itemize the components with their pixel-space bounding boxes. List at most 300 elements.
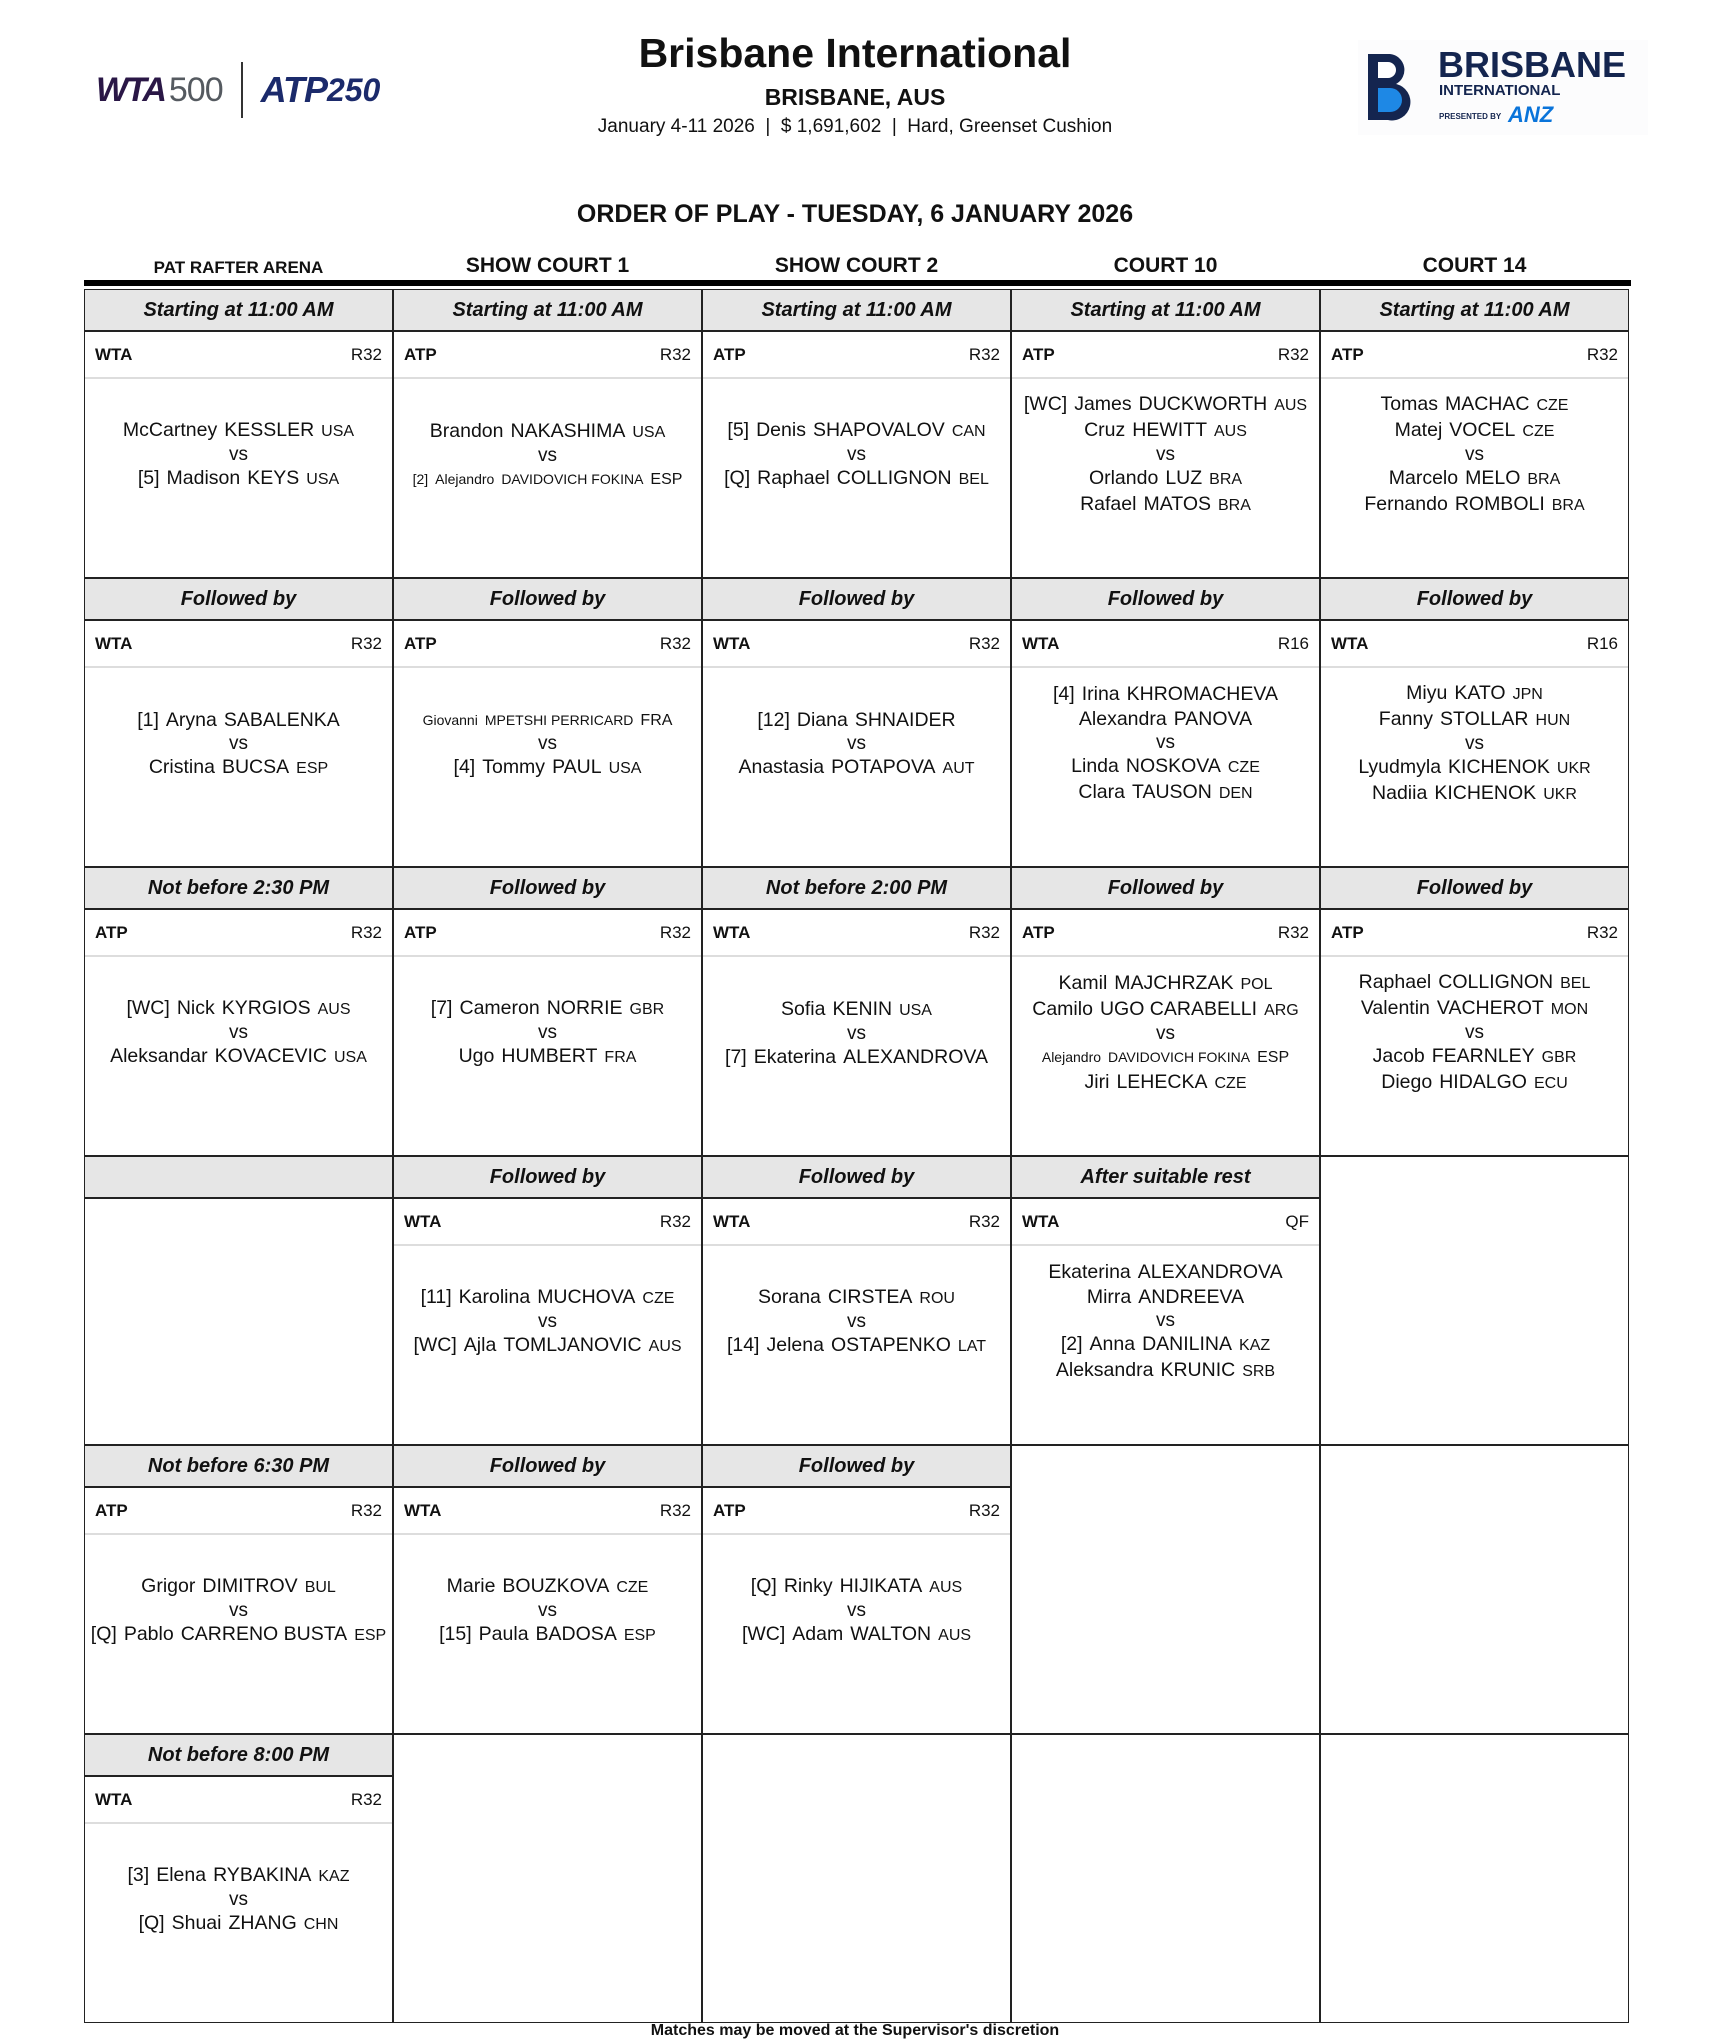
player-last-name: POTAPOVA [831, 755, 936, 778]
player-country: ESP [1257, 1048, 1290, 1066]
slot-time-header: Not before 8:00 PM [85, 1735, 392, 1777]
player-country: USA [899, 1001, 932, 1019]
player-country: USA [321, 423, 355, 440]
player-first-name: Raphael [1358, 971, 1432, 993]
player-name [459, 1044, 637, 1070]
round-label: R32 [968, 1500, 1000, 1520]
player-seed: [7] [430, 997, 453, 1019]
match-info-row [1321, 910, 1628, 957]
player-name [123, 418, 354, 444]
match-info-row [1012, 910, 1319, 957]
brisbane-wordmark: BRISBANE [1438, 44, 1627, 85]
player-first-name: Diana [796, 708, 848, 731]
player-seed: [Q] [750, 1575, 777, 1597]
vs-label: vs [847, 444, 866, 465]
tour-label: WTA [713, 633, 751, 653]
match-players [703, 957, 1010, 1153]
slot-time-header: After suitable rest [1012, 1157, 1319, 1199]
player-name [139, 1911, 339, 1937]
match-info-row [394, 621, 701, 668]
player-first-name: Jelena [766, 1334, 824, 1356]
player-last-name: STOLLAR [1440, 708, 1529, 730]
court-heading: SHOW COURT 2 [774, 254, 939, 277]
match-players [703, 1246, 1010, 1442]
slot-time-header: Followed by [703, 579, 1010, 621]
player-first-name: Diego [1381, 1071, 1433, 1093]
player-seed: [5] [727, 419, 750, 441]
match-players [703, 379, 1010, 575]
player-first-name: Cameron [459, 997, 540, 1019]
player-last-name: NORRIE [546, 997, 623, 1019]
match-players [1012, 379, 1319, 575]
player-last-name: ALEXANDROVA [1137, 1261, 1283, 1283]
player-country: KAZ [318, 1868, 350, 1885]
player-first-name: Karolina [458, 1286, 531, 1308]
slot-time-header: Followed by [394, 1446, 701, 1488]
vs-label: vs [229, 1889, 248, 1910]
match-players [85, 1535, 392, 1731]
tour-label: WTA [95, 633, 133, 653]
player-first-name: Ekaterina [1048, 1261, 1131, 1283]
tournament-title: Brisbane International [638, 30, 1072, 76]
tour-label: WTA [1022, 1211, 1060, 1231]
match-info-row [1012, 621, 1319, 668]
slot-time-header: Followed by [703, 1157, 1010, 1199]
player-first-name: Fernando [1364, 493, 1448, 515]
match-slot [393, 1156, 702, 1445]
player-country: BRA [1218, 497, 1251, 514]
match-slot [84, 289, 393, 578]
match-slot [1320, 578, 1629, 867]
slot-time-header: Not before 2:00 PM [703, 868, 1010, 910]
tour-label: WTA [1022, 633, 1060, 653]
round-label: R32 [350, 1789, 382, 1809]
player-first-name: Paula [478, 1623, 529, 1645]
player-country: BRA [1209, 471, 1243, 488]
match-slot [1011, 289, 1320, 578]
player-name [1395, 418, 1555, 444]
player-first-name: Nick [176, 997, 215, 1019]
vs-label: vs [229, 1022, 248, 1043]
player-name [724, 466, 989, 492]
match-slot [84, 1734, 393, 2023]
match-players [85, 957, 392, 1153]
slot-time-header: Starting at 11:00 AM [394, 290, 701, 332]
vs-label: vs [1156, 1310, 1175, 1331]
player-name [738, 755, 974, 781]
match-players [703, 668, 1010, 864]
player-name [1358, 755, 1590, 781]
player-last-name: UGO CARABELLI [1099, 997, 1258, 1020]
round-label: QF [1285, 1211, 1309, 1231]
player-first-name: Madison [166, 467, 241, 489]
match-slot [84, 1445, 393, 1734]
match-info-row [394, 1199, 701, 1246]
player-name [1379, 707, 1570, 733]
player-name [742, 1622, 971, 1648]
player-first-name: Denis [756, 419, 806, 441]
player-last-name: MUCHOVA [537, 1286, 636, 1308]
player-first-name: Alexandra [1078, 708, 1167, 730]
player-name [454, 755, 642, 781]
player-last-name: MATOS [1143, 493, 1211, 515]
player-country: AUS [648, 1338, 682, 1355]
player-last-name: KHROMACHEVA [1126, 683, 1278, 705]
player-country: POL [1240, 975, 1273, 993]
player-name [447, 1574, 649, 1600]
order-of-play-title: ORDER OF PLAY - TUESDAY, 6 JANUARY 2026 [576, 200, 1134, 228]
player-last-name: ANDREEVA [1138, 1286, 1245, 1308]
vs-label: vs [229, 444, 248, 465]
player-seed: [2] [412, 470, 429, 487]
player-first-name: Alejandro [435, 470, 495, 487]
player-seed: [WC] [741, 1623, 786, 1645]
player-name [1406, 681, 1543, 707]
player-name [781, 997, 932, 1023]
player-first-name: Rinky [783, 1575, 833, 1597]
player-first-name: Clara [1078, 781, 1125, 803]
vs-label: vs [1156, 444, 1175, 465]
tour-label: WTA [95, 344, 133, 364]
player-seed: [5] [137, 467, 160, 489]
match-slot [1320, 867, 1629, 1156]
vs-label: vs [538, 1311, 557, 1332]
tour-label: ATP [1331, 922, 1364, 942]
player-last-name: WALTON [850, 1623, 932, 1645]
player-name [1359, 970, 1591, 996]
player-name [413, 1333, 681, 1359]
player-seed: [WC] [126, 997, 170, 1019]
player-country: ESP [354, 1627, 387, 1644]
round-label: R32 [350, 922, 382, 942]
player-country: AUS [1214, 423, 1247, 440]
round-label: R32 [1277, 922, 1309, 942]
player-name [149, 755, 328, 781]
match-slot [702, 289, 1011, 578]
player-last-name: DIMITROV [202, 1575, 298, 1597]
player-name [1085, 1070, 1247, 1096]
player-last-name: NAKASHIMA [510, 419, 626, 442]
player-name [430, 419, 666, 445]
match-info-row [85, 1488, 392, 1535]
player-first-name: Marie [446, 1575, 496, 1597]
player-seed: [Q] [90, 1623, 117, 1645]
player-last-name: HIJIKATA [839, 1575, 923, 1597]
match-players [1012, 957, 1319, 1153]
tour-label: ATP [404, 922, 437, 942]
player-country: FRA [640, 711, 673, 729]
player-seed: [3] [127, 1864, 150, 1886]
match-slot [702, 867, 1011, 1156]
player-country: BEL [958, 471, 989, 488]
tour-label: ATP [1022, 922, 1055, 942]
player-country: AUS [317, 1001, 351, 1018]
tour-label: WTA [404, 1500, 442, 1520]
player-country: CZE [1214, 1074, 1247, 1092]
player-last-name: CIRSTEA [827, 1286, 913, 1308]
player-name [751, 1574, 962, 1600]
atp-logo: ATP [260, 69, 327, 110]
player-last-name: COLLIGNON [1438, 971, 1554, 993]
player-name [1087, 1285, 1244, 1310]
vs-label: vs [538, 732, 557, 754]
match-slot [393, 867, 702, 1156]
player-country: UKR [1543, 786, 1577, 803]
player-name [1053, 682, 1278, 707]
player-last-name: ZHANG [228, 1912, 297, 1934]
player-name [1024, 392, 1307, 418]
wta-logo: WTA [96, 70, 165, 109]
player-last-name: KESSLER [224, 419, 315, 441]
player-seed: [Q] [138, 1912, 165, 1934]
player-last-name: LUZ [1165, 467, 1203, 489]
player-first-name: Elena [156, 1864, 207, 1886]
slot-time-header: Starting at 11:00 AM [703, 290, 1010, 332]
presented-by-label: PRESENTED BY [1439, 112, 1502, 121]
player-last-name: FEARNLEY [1431, 1045, 1535, 1067]
round-label: R16 [1586, 633, 1618, 653]
player-first-name: Sorana [758, 1286, 821, 1308]
player-country: DEN [1218, 785, 1253, 802]
round-label: R32 [968, 1211, 1000, 1231]
player-first-name: Cristina [148, 755, 215, 778]
player-last-name: ALEXANDROVA [843, 1045, 988, 1068]
player-last-name: BOUZKOVA [502, 1575, 610, 1597]
player-first-name: Pablo [123, 1623, 174, 1645]
player-country: USA [608, 759, 642, 777]
player-country: AUT [942, 759, 975, 777]
match-info-row [1321, 621, 1628, 668]
player-country: MON [1550, 1001, 1589, 1018]
slot-time-header: Followed by [394, 868, 701, 910]
match-info-row [1321, 332, 1628, 379]
slot-time-header: Not before 6:30 PM [85, 1446, 392, 1488]
player-name [727, 418, 985, 444]
player-name [1079, 707, 1252, 732]
match-players [394, 1246, 701, 1442]
vs-label: vs [538, 1022, 557, 1043]
player-country: CZE [642, 1290, 675, 1307]
player-seed: [12] [757, 708, 790, 731]
player-last-name: KICHENOK [1434, 782, 1537, 804]
player-first-name: Matej [1394, 419, 1443, 441]
slot-time-header: Followed by [1321, 868, 1628, 910]
vs-label: vs [847, 1600, 866, 1621]
player-country: BRA [1551, 497, 1585, 514]
player-first-name: Ajla [463, 1334, 497, 1356]
match-slot [393, 289, 702, 578]
round-label: R32 [659, 344, 691, 364]
player-first-name: Cruz [1084, 419, 1126, 441]
player-last-name: MACHAC [1444, 393, 1530, 415]
player-seed: [Q] [724, 467, 751, 489]
match-info-row [394, 910, 701, 957]
court-heading: PAT RAFTER ARENA [153, 258, 324, 277]
player-name [128, 1863, 350, 1889]
player-country: USA [632, 423, 666, 441]
vs-label: vs [1156, 732, 1175, 753]
player-first-name: Aleksandra [1055, 1359, 1154, 1381]
brisbane-international-logo [1358, 40, 1648, 135]
round-label: R32 [350, 633, 382, 653]
player-country: GBR [1541, 1049, 1577, 1066]
vs-label: vs [538, 1600, 557, 1621]
schedule-cell [1320, 1445, 1629, 1734]
match-info-row [1012, 332, 1319, 379]
player-seed: [4] [453, 755, 476, 778]
player-name [1361, 996, 1588, 1022]
round-label: R32 [1586, 922, 1618, 942]
player-first-name: Orlando [1088, 467, 1159, 489]
round-label: R32 [350, 1500, 382, 1520]
vs-label: vs [1465, 1022, 1484, 1043]
player-country: ESP [623, 1627, 656, 1644]
match-info-row [703, 1199, 1010, 1246]
player-name [137, 708, 340, 733]
player-name [725, 1045, 988, 1070]
player-name [1381, 392, 1569, 418]
player-country: ESP [296, 759, 329, 777]
player-last-name: RYBAKINA [213, 1864, 312, 1886]
vs-label: vs [229, 732, 248, 754]
round-label: R32 [659, 922, 691, 942]
player-last-name: KRUNIC [1160, 1359, 1236, 1381]
match-info-row [85, 1777, 392, 1824]
player-first-name: Shuai [171, 1912, 222, 1934]
slot-time-header: Followed by [1321, 579, 1628, 621]
slot-time-header: Starting at 11:00 AM [1012, 290, 1319, 332]
player-first-name: Anna [1089, 1333, 1136, 1355]
player-last-name: KENIN [832, 997, 893, 1020]
player-last-name: TAUSON [1132, 781, 1212, 803]
match-players [85, 668, 392, 864]
player-name [758, 1285, 955, 1311]
player-last-name: KOVACEVIC [214, 1045, 327, 1067]
player-last-name: PANOVA [1173, 708, 1253, 730]
tour-label: WTA [404, 1211, 442, 1231]
match-players [1012, 1246, 1319, 1442]
player-last-name: HIDALGO [1439, 1071, 1527, 1093]
player-country: HUN [1535, 712, 1571, 729]
player-name [423, 708, 673, 733]
player-name [126, 996, 350, 1022]
vs-label: vs [1465, 444, 1484, 465]
player-first-name: Ugo [458, 1045, 495, 1067]
player-first-name: Valentin [1360, 997, 1430, 1019]
slot-time-header [85, 1157, 392, 1199]
player-country: ECU [1533, 1075, 1568, 1092]
player-last-name: ROMBOLI [1454, 493, 1545, 515]
court-heading: COURT 10 [1113, 254, 1218, 277]
international-wordmark: INTERNATIONAL [1439, 82, 1561, 99]
tour-label: WTA [1331, 633, 1369, 653]
player-last-name: SHNAIDER [854, 708, 956, 731]
match-players [1321, 957, 1628, 1153]
slot-time-header: Followed by [1012, 579, 1319, 621]
round-label: R32 [1586, 344, 1618, 364]
atp-level: 250 [326, 71, 381, 108]
tour-label: ATP [95, 922, 128, 942]
player-first-name: Giovanni [422, 711, 478, 728]
slot-time-header: Not before 2:30 PM [85, 868, 392, 910]
player-country: ROU [919, 1290, 955, 1307]
match-slot [84, 578, 393, 867]
player-name [727, 1333, 986, 1359]
player-first-name: Lyudmyla [1358, 756, 1442, 778]
player-first-name: Irina [1081, 683, 1120, 705]
player-first-name: Ekaterina [753, 1045, 837, 1068]
player-first-name: Linda [1071, 755, 1119, 777]
player-country: BUL [304, 1579, 336, 1596]
player-name [1381, 1070, 1568, 1096]
tour-label: ATP [404, 633, 437, 653]
player-seed: [2] [1060, 1333, 1083, 1355]
player-last-name: PAUL [552, 755, 602, 778]
player-last-name: MPETSHI PERRICARD [484, 711, 634, 728]
player-first-name: Aleksandar [110, 1045, 208, 1067]
player-first-name: Rafael [1080, 493, 1137, 515]
match-players [394, 379, 701, 575]
player-name [1372, 781, 1577, 807]
player-first-name: Brandon [429, 419, 504, 442]
player-country: AUS [929, 1579, 963, 1596]
match-slot [84, 1156, 393, 1445]
round-label: R32 [350, 344, 382, 364]
tour-label: ATP [404, 344, 437, 364]
player-first-name: Adam [792, 1623, 844, 1645]
player-name [1042, 1045, 1289, 1070]
tour-label: WTA [95, 1789, 133, 1809]
player-name [413, 467, 683, 492]
player-name [1089, 466, 1242, 492]
match-players [1321, 668, 1628, 864]
player-last-name: VOCEL [1449, 419, 1516, 441]
tour-label: WTA [713, 922, 751, 942]
match-slot [84, 867, 393, 1156]
player-last-name: VACHEROT [1436, 997, 1544, 1019]
player-last-name: OSTAPENKO [830, 1334, 951, 1356]
player-seed: [WC] [413, 1334, 457, 1356]
schedule-cell [1011, 1734, 1320, 2023]
vs-label: vs [1156, 1022, 1175, 1044]
tour-label: ATP [713, 344, 746, 364]
footer-note: Matches may be moved at the Supervisor's discretion [650, 2022, 1060, 2039]
schedule-cell [702, 1734, 1011, 2023]
player-name [1032, 997, 1299, 1023]
match-players [703, 1535, 1010, 1731]
player-last-name: KEYS [247, 467, 300, 489]
player-first-name: Camilo [1032, 997, 1093, 1020]
player-last-name: DANILINA [1142, 1333, 1233, 1355]
player-name [757, 708, 955, 733]
player-name [421, 1285, 675, 1311]
round-label: R32 [659, 1500, 691, 1520]
player-name [1059, 971, 1273, 997]
player-name [439, 1622, 656, 1648]
player-last-name: KICHENOK [1448, 756, 1550, 778]
player-first-name: Fanny [1378, 708, 1433, 730]
vs-label: vs [538, 444, 557, 466]
player-country: AUS [938, 1627, 972, 1644]
match-info-row [394, 1488, 701, 1535]
match-info-row [85, 332, 392, 379]
player-country: CAN [951, 423, 986, 440]
slot-time-header: Followed by [394, 579, 701, 621]
player-last-name: DUCKWORTH [1138, 393, 1268, 415]
player-last-name: MELO [1465, 467, 1521, 489]
player-country: KAZ [1239, 1337, 1271, 1354]
player-first-name: Alejandro [1041, 1048, 1102, 1065]
